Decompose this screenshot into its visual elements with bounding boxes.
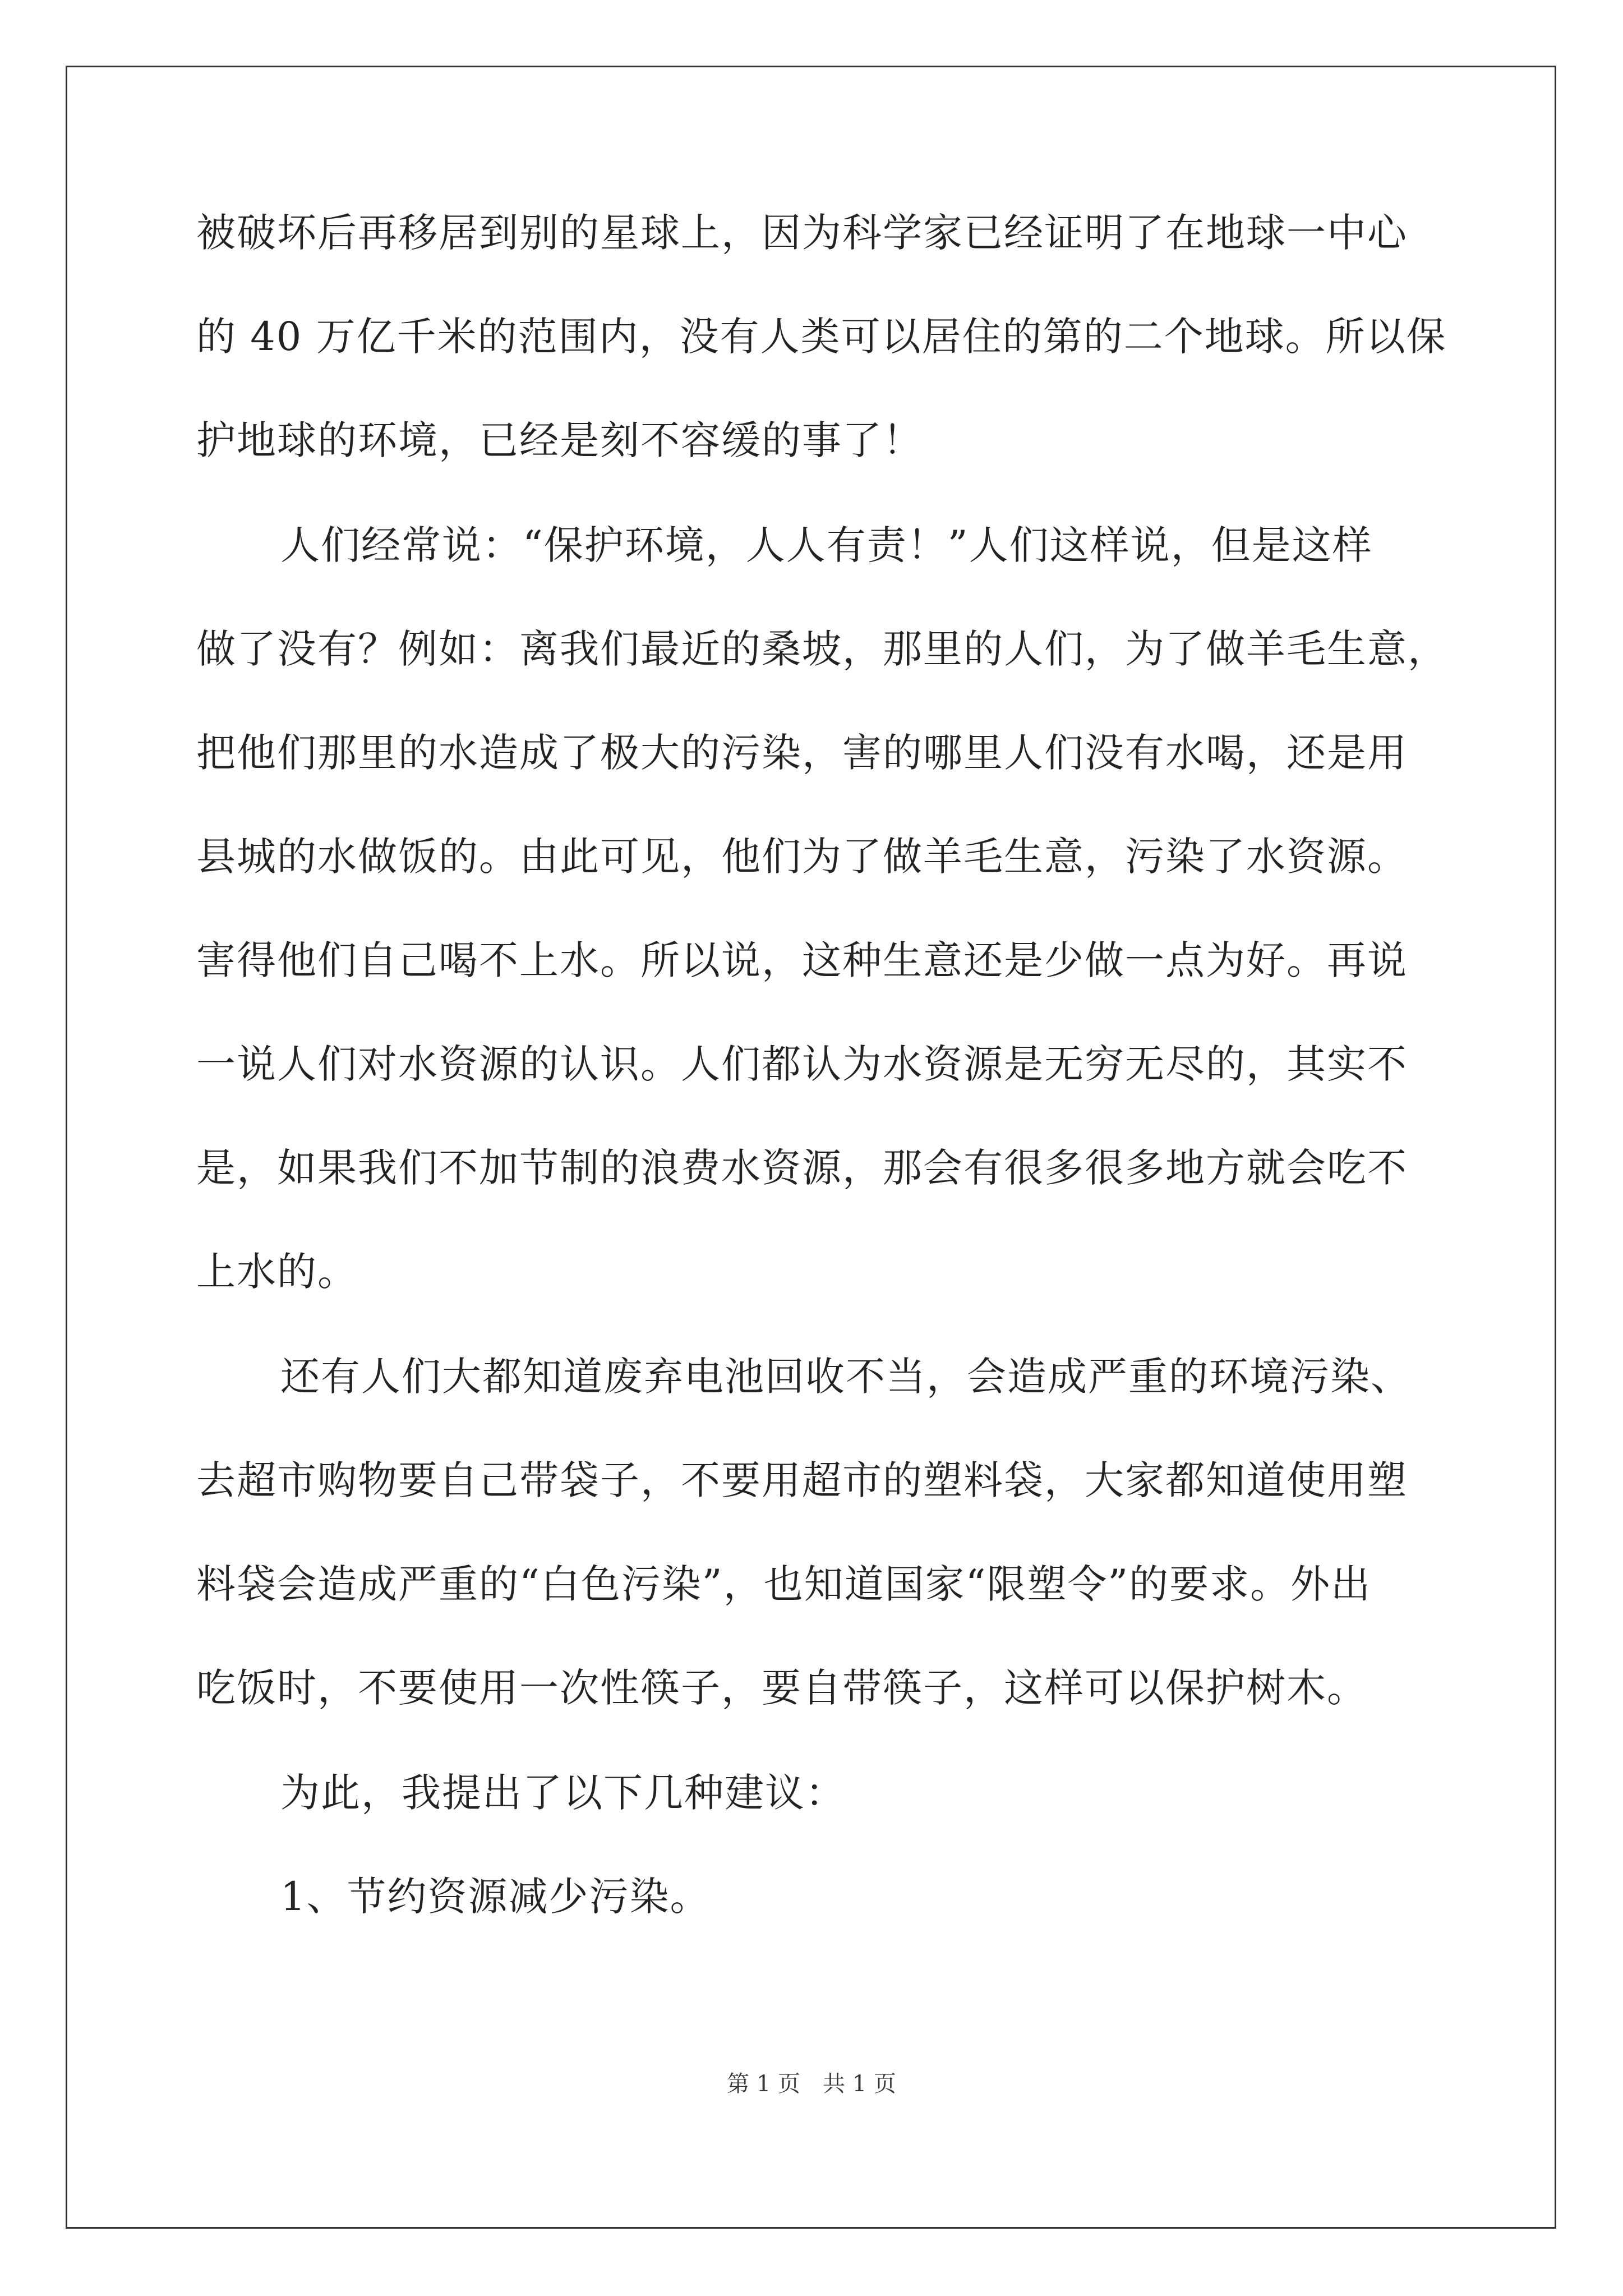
text-line: 去超市购物要自己带袋子，不要用超市的塑料袋，大家都知道使用塑	[196, 1457, 1408, 1503]
text-line: 的 40 万亿千米的范围内，没有人类可以居住的第的二个地球。所以保	[196, 314, 1447, 360]
paragraph-first-line: 为此，我提出了以下几种建议：	[280, 1770, 846, 1816]
text-line: 是，如果我们不加节制的浪费水资源，那会有很多很多地方就会吃不	[196, 1145, 1408, 1191]
page-number-footer: 第 1 页 共 1 页	[727, 2071, 896, 2097]
text-line: 把他们那里的水造成了极大的污染，害的哪里人们没有水喝，还是用	[196, 730, 1408, 776]
list-item: 1、节约资源减少污染。	[280, 1874, 711, 1920]
paragraph-first-line: 还有人们大都知道废弃电池回收不当，会造成严重的环境污染、	[280, 1354, 1411, 1400]
text-line: 护地球的环境，已经是刻不容缓的事了！	[196, 417, 923, 463]
paragraph-first-line: 人们经常说：“保护环境，人人有责！”人们这样说，但是这样	[280, 522, 1373, 568]
text-line: 做了没有？例如：离我们最近的桑坡，那里的人们，为了做羊毛生意，	[196, 626, 1448, 672]
text-line: 害得他们自己喝不上水。所以说，这种生意还是少做一点为好。再说	[196, 937, 1408, 983]
text-line: 县城的水做饭的。由此可见，他们为了做羊毛生意，污染了水资源。	[196, 834, 1408, 880]
text-line: 上水的。	[196, 1249, 358, 1295]
text-line: 料袋会造成严重的“白色污染”，也知道国家“限塑令”的要求。外出	[196, 1561, 1372, 1607]
text-line: 被破坏后再移居到别的星球上，因为科学家已经证明了在地球一中心	[196, 210, 1408, 256]
text-line: 一说人们对水资源的认识。人们都认为水资源是无穷无尽的，其实不	[196, 1041, 1408, 1087]
text-line: 吃饭时，不要使用一次性筷子，要自带筷子，这样可以保护树木。	[196, 1665, 1367, 1711]
